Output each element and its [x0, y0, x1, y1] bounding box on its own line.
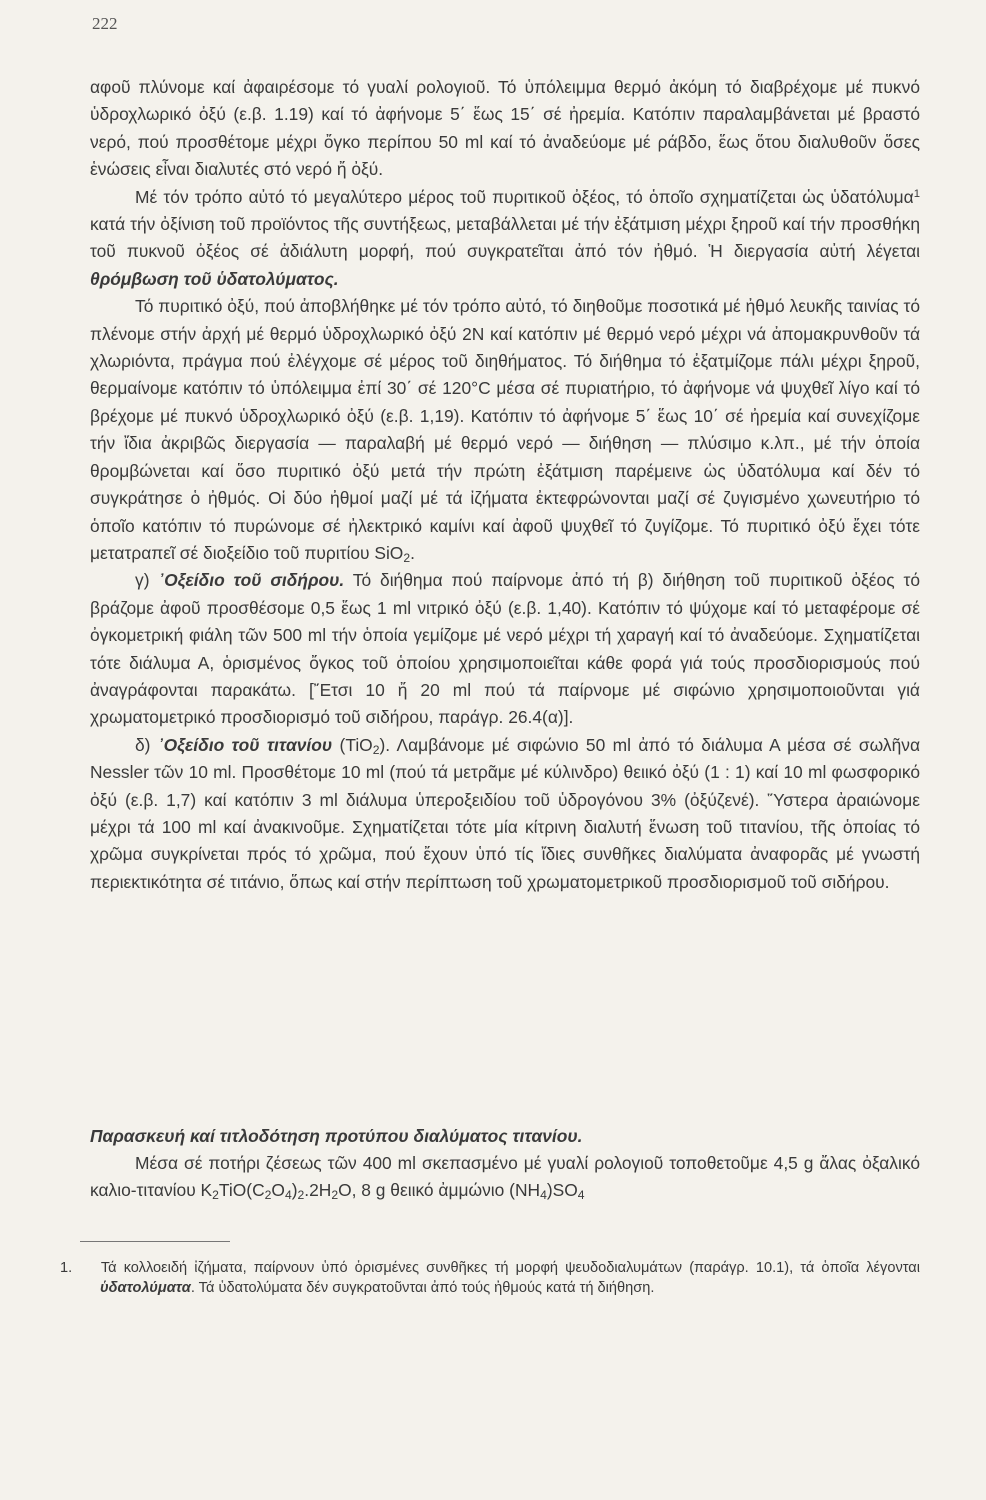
- formula: .2H: [304, 1180, 332, 1201]
- footnote-text: Τά κολλοειδή ἰζήματα, παίρνουν ὑπό ὁρισμένες συνθῆκες τή μορφή ψευδοδιαλυμάτων (παράγρ. 10.1), τά ὁποῖα λέγονται: [100, 1260, 920, 1276]
- subscript: 4: [284, 1188, 292, 1203]
- emphasis-term: θρόμβωση τοῦ ὑδατολύματος.: [90, 268, 339, 289]
- paragraph-text: κατά τήν ὀξίνιση τοῦ προϊόντος τῆς συντήξεως, μεταβάλλεται μέ τήν ἐξάτμιση μέχρι ξηροῦ καί τήν προσθήκη τοῦ πυκνοῦ ὀξέος σέ ἀδιάλυτη μορφή, πού συγκρατεῖται ἀπό τόν ἠθμό. Ἡ διεργασία αὐτή λέγεται: [90, 214, 920, 262]
- footnote-ref: 1: [913, 187, 920, 200]
- paragraph-text: Μέσα σέ ποτήρι ζέσεως τῶν 400 ml σκεπασμένο μέ γυαλί ρολογιοῦ τοποθετοῦμε 4,5 g ἄλας ὀξαλικό καλιο-τιτανίου K: [90, 1153, 920, 1201]
- formula: O: [271, 1180, 285, 1201]
- paragraph: [90, 567, 920, 731]
- footnote-body: [60, 1258, 920, 1298]
- subscript: 4: [540, 1188, 547, 1203]
- formula: ): [291, 1180, 298, 1201]
- paragraph-text: ). Λαμβάνομε μέ σιφώνιο 50 ml ἀπό τό διάλυμα Α μέσα σέ σωλῆνα Nessler τῶν 10 ml. Προσθέτομε 10 ml (πού τά μετρᾶμε μέ κύλινδρο) θειικό ὀξύ (1 : 1) καί 10 ml φωσφορικό ὀξύ (ε.β. 1,7) καί κατόπιν 3 ml διάλυμα ὑπεροξειδίου τοῦ ὑδρογόνου 3% (ὀξύζενέ). ῞Υστερα ἀραιώνομε μέχρι τά 100 ml καί ἀνακινοῦμε. Σχηματίζεται τότε μία κίτρινη διαλυτή ἕνωση τοῦ τιτανίου, τῆς ὁποίας τό χρῶμα συγκρίνεται πρός τό χρῶμα, πού ἔχουν ὑπό τίς ἴδιες συνθῆκες διαλύματα ἀναφορᾶς μέ γνωστή περιεκτικότητα σέ τιτάνιο, ὅπως καί στήν περίπτωση τοῦ χρωματομετρικοῦ προσδιορισμοῦ τοῦ σιδήρου.: [90, 734, 921, 892]
- paragraph-text: Τό πυριτικό ὀξύ, πού ἀποβλήθηκε μέ τόν τρόπο αὐτό, τό διηθοῦμε ποσοτικά μέ ἠθμό λευκῆς ταινίας τό πλένομε στήν ἀρχή μέ θερμό ὑδροχλωρικό ὀξύ 2N καί κατόπιν μέ θερμό νερό μέχρι νά ἀπομακρυνθοῦν τά χλωριόντα, πράγμα πού ἐλέγχομε σέ μέρος τοῦ διηθήματος. Τό διήθημα τό ἐξατμίζομε πάλι μέχρι ξηροῦ, θερμαίνομε κατόπιν τό ὑπόλειμμα ἐπί 30΄ σέ 120°C μέσα σέ πυριατήριο, τό ἀφήνομε νά ψυχθεῖ λίγο καί τό βρέχομε μέ πυκνό ὑδροχλωρικό ὀξύ (ε.β. 1,19). Κατόπιν τό ἀφήνομε 5΄ ἕως 10΄ σέ ἠρεμία καί συνεχίζομε τήν ἴδια ἀκριβῶς διεργασία — παραλαβή μέ θερμό νερό — διήθηση — πλύσιμο κ.λπ., μέ τήν ὁποία θρομβώνεται καί ὅσο πυριτικό ὀξύ μετά τήν πρώτη ἐξάτμιση παρέμεινε ὡς ὑδατόλυμα καί δέν τό συγκράτησε ὁ ἠθμός. Οἱ δύο ἠθμοί μαζί μέ τά ἰζήματα ἐκτεφρώνονται μαζί σέ ζυγισμένο χωνευτήριο τό ὁποῖο κατόπιν τό πυρώνομε σέ ἠλεκτρικό καμίνι καί ἀφοῦ ψυχθεῖ τό ζυγίζομε. Τό πυριτικό ὀξύ ἔχει τότε μετατραπεῖ σέ διοξείδιο τοῦ πυριτίου SiO: [90, 296, 920, 563]
- paragraph: [90, 732, 920, 896]
- footnote-divider: [80, 1241, 230, 1242]
- paragraph: [90, 1150, 920, 1205]
- subscript: 2: [212, 1188, 219, 1203]
- paragraph-text: O, 8 g θειικό ἀμμώνιο (NH: [338, 1180, 541, 1201]
- paragraph-text: .: [410, 542, 415, 563]
- subscript: 2: [403, 550, 411, 565]
- subscript: 4: [577, 1188, 585, 1203]
- main-text: [90, 74, 920, 896]
- footnote: [60, 1258, 920, 1298]
- subscript: 2: [297, 1188, 305, 1203]
- section-text: [90, 1150, 920, 1205]
- paragraph-text: Μέ τόν τρόπο αὐτό τό μεγαλύτερο μέρος τοῦ πυριτικοῦ ὀξέος, τό ὁποῖο σχηματίζεται ὡς ὑδατόλυμα: [135, 186, 914, 207]
- paragraph-text: αφοῦ πλύνομε καί ἀφαιρέσομε τό γυαλί ρολογιοῦ. Τό ὑπόλειμμα θερμό ἀκόμη τό διαβρέχομε μέ πυκνό ὑδροχλωρικό ὀξύ (ε.β. 1.19) καί τό ἀφήνομε 5΄ ἕως 15΄ σέ ἠρεμία. Κατόπιν παραλαμβάνεται μέ βραστό νερό, πού προσθέτομε μέχρι ὄγκο περίπου 50 ml καί τό ἀναδεύομε μέ ράβδο, ἕως ὅτου διαλυθοῦν ὅσες ἑνώσεις εἶναι διαλυτές στό νερό ἤ ὀξύ.: [90, 77, 920, 180]
- subsection-title: ᾿Οξείδιο τοῦ σιδήρου.: [158, 570, 345, 591]
- formula: )SO: [546, 1180, 578, 1201]
- paragraph: [90, 184, 920, 294]
- formula: TiO(C: [218, 1180, 265, 1201]
- subsection-title: ᾿Οξείδιο τοῦ τιτανίου: [157, 734, 333, 755]
- item-label: γ): [135, 570, 159, 591]
- section-heading: Παρασκευή καί τιτλοδότηση προτύπου διαλύματος τιτανίου.: [90, 1126, 583, 1146]
- subscript: 2: [372, 742, 380, 757]
- subscript: 2: [331, 1188, 339, 1203]
- emphasis-term: ὑδατολύματα: [100, 1280, 191, 1296]
- paragraph: [90, 293, 920, 567]
- page-number: 222: [92, 14, 118, 33]
- footnote-number: 1.: [60, 1260, 73, 1276]
- paragraph: [90, 74, 920, 184]
- formula: (TiO: [332, 734, 373, 755]
- subscript: 2: [264, 1188, 272, 1203]
- item-label: δ): [135, 734, 158, 755]
- footnote-text: . Τά ὑδατολύματα δέν συγκρατοῦνται ἀπό τούς ἠθμούς κατά τή διήθηση.: [190, 1280, 655, 1296]
- paragraph-text: Τό διήθημα πού παίρνομε ἀπό τή β) διήθηση τοῦ πυριτικοῦ ὀξέος τό βράζομε ἀφοῦ προσθέσομε 0,5 ἕως 1 ml νιτρικό ὀξύ (ε.β. 1,40). Κατόπιν τό ψύχομε καί τό μεταφέρομε σέ ὀγκομετρική φιάλη τῶν 500 ml τήν ὁποία γεμίζομε μέ νερό μέχρι τή χαραγή καί τό ἀναδεύομε. Σχηματίζεται τότε διάλυμα Α, ὁρισμένος ὄγκος τοῦ ὁποίου χρησιμοποιεῖται κάθε φορά γιά τούς προσδιορισμούς πού ἀναγράφονται παρακάτω. [῎Ετσι 10 ἤ 20 ml πού τά παίρνομε μέ σιφώνιο χρησιμοποιοῦνται γιά χρωματομετρικό προσδιορισμό τοῦ σιδήρου, παράγρ. 26.4(α)].: [90, 570, 920, 728]
